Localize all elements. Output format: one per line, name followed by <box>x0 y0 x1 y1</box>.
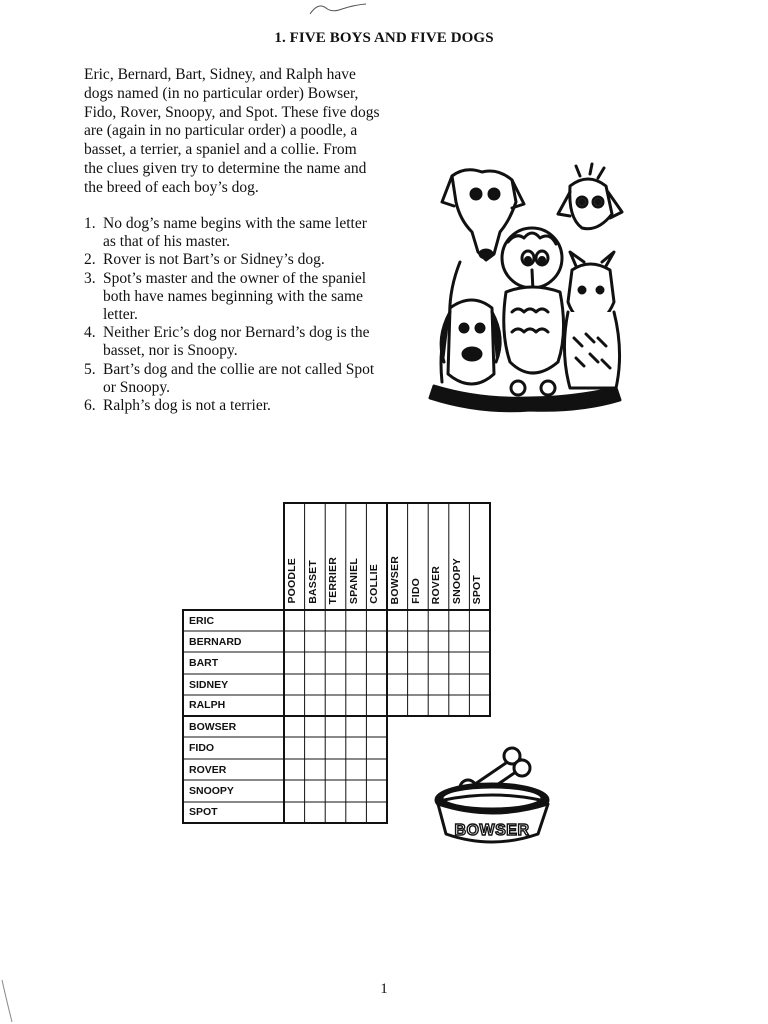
clue-line: letter. <box>103 306 138 324</box>
intro-line: the clues given try to determine the name and <box>84 159 367 177</box>
intro-line: Eric, Bernard, Bart, Sidney, and Ralph have <box>84 66 356 83</box>
row-label-bart: BART <box>189 657 219 669</box>
clue-line: Rover is not Bart’s or Sidney’s dog. <box>103 251 325 269</box>
intro-line: the breed of each boy’s dog. <box>84 178 259 196</box>
scan-edge-mark <box>0 978 14 1024</box>
clue-number: 2. <box>84 251 96 269</box>
column-header-snoopy: SNOOPY <box>450 557 463 604</box>
column-header-bowser: BOWSER <box>389 555 401 604</box>
clue-line: both have names beginning with the same <box>103 287 363 305</box>
clue-line: basset, nor is Snoopy. <box>103 342 238 360</box>
clue-line: No dog’s name begins with the same letter <box>103 215 367 232</box>
clue-number: 5. <box>84 360 96 378</box>
row-label-bernard: BERNARD <box>189 636 242 648</box>
row-label-snoopy: SNOOPY <box>189 785 234 797</box>
clue-line: as that of his master. <box>103 233 230 251</box>
row-label-ralph: RALPH <box>189 699 226 711</box>
dog-bowl-with-bone-icon <box>432 738 554 848</box>
column-header-poodle: POODLE <box>286 558 298 604</box>
clue-number: 6. <box>84 397 96 415</box>
row-label-sidney: SIDNEY <box>189 679 229 691</box>
column-header-terrier: TERRIER <box>327 556 340 604</box>
page-number: 1 <box>380 981 388 997</box>
intro-line: basset, a terrier, a spaniel and a collie. From <box>84 141 357 159</box>
column-header-spot: SPOT <box>471 574 484 604</box>
clue-line: Spot’s master and the owner of the spaniel <box>103 269 367 287</box>
row-label-fido: FIDO <box>189 742 215 754</box>
column-header-spaniel: SPANIEL <box>347 557 360 604</box>
column-header-fido: FIDO <box>409 578 422 604</box>
puzzle-title: 1. FIVE BOYS AND FIVE DOGS <box>274 30 494 46</box>
column-header-basset: BASSET <box>306 560 319 604</box>
clue-number: 4. <box>84 324 96 342</box>
row-label-rover: ROVER <box>189 764 227 776</box>
column-header-collie: COLLIE <box>368 564 381 604</box>
bowl-label: BOWSER <box>454 822 530 839</box>
clue-line: Ralph’s dog is not a terrier. <box>103 397 271 415</box>
row-label-bowser: BOWSER <box>189 721 237 733</box>
column-header-rover: ROVER <box>430 565 443 604</box>
clue-line: Neither Eric’s dog nor Bernard’s dog is the <box>103 324 370 342</box>
row-label-spot: SPOT <box>189 806 218 818</box>
clue-line: or Snoopy. <box>103 378 171 396</box>
clue-number: 3. <box>84 269 96 287</box>
row-label-eric: ERIC <box>189 615 215 627</box>
intro-line: dogs named (in no particular order) Bowser, <box>84 84 359 102</box>
clue-number: 1. <box>84 215 96 232</box>
intro-line: are (again in no particular order) a poodle, a <box>84 122 358 140</box>
intro-line: Fido, Rover, Snoopy, and Spot. These five dogs <box>84 103 380 121</box>
clue-line: Bart’s dog and the collie are not called Spot <box>103 360 375 378</box>
